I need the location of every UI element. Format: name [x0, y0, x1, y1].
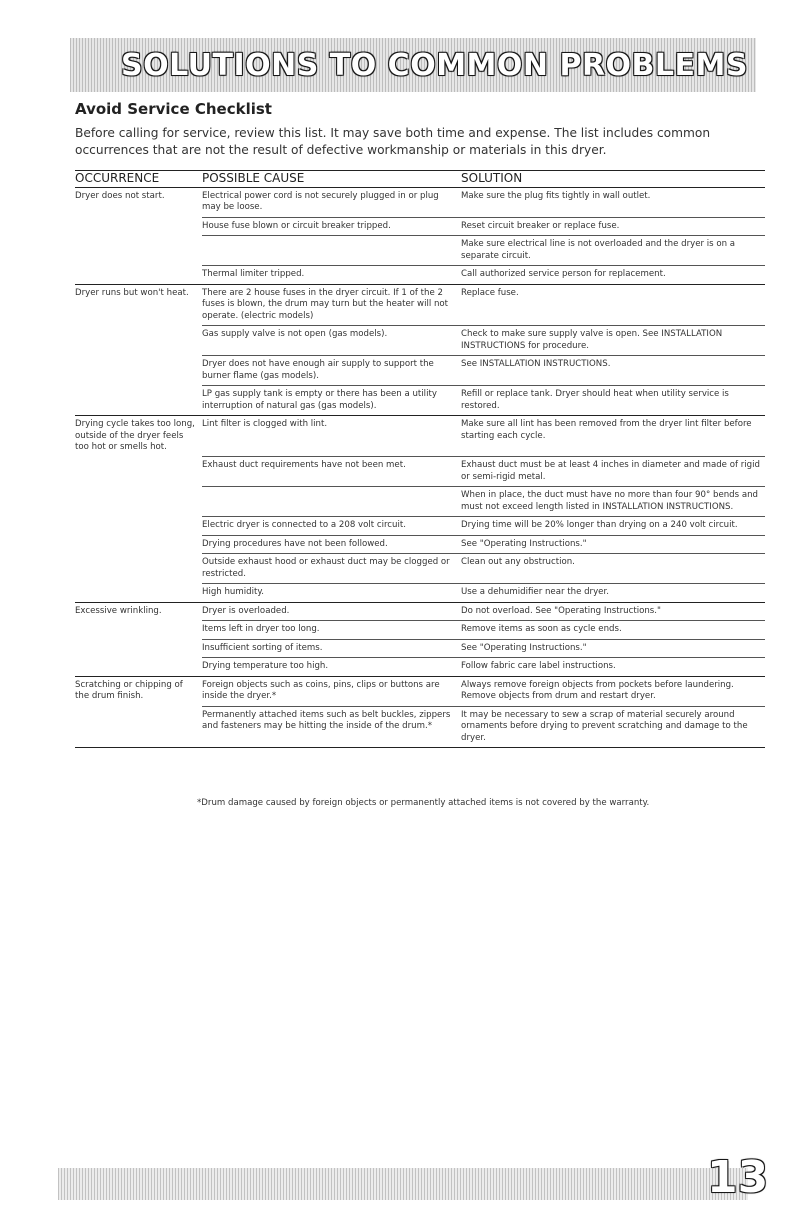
occurrence-cell: [75, 217, 202, 236]
occurrence-cell: [75, 236, 202, 266]
table-row: [75, 236, 765, 266]
occurrence-cell: [75, 535, 202, 554]
cause-cell: High humidity.: [202, 584, 461, 603]
solution-cell: See "Operating Instructions.": [461, 535, 765, 554]
solution-cell: See INSTALLATION INSTRUCTIONS.: [461, 356, 765, 386]
cause-cell: Exhaust duct requirements have not been met.: [202, 457, 461, 487]
cause-cell: Drying procedures have not been followed.: [202, 535, 461, 554]
table-row: [75, 584, 765, 603]
solution-cell: Call authorized service person for replacement.: [461, 266, 765, 285]
occurrence-cell: Dryer does not start.: [75, 190, 165, 201]
troubleshooting-table: [75, 170, 765, 748]
solution-cell: Refill or replace tank. Dryer should heat when utility service is restored.: [461, 386, 765, 416]
occurrence-cell: [75, 658, 202, 677]
occurrence-cell: [75, 386, 202, 416]
solution-cell: Use a dehumidifier near the dryer.: [461, 584, 765, 603]
table-row: [75, 187, 765, 217]
table-row: [75, 284, 765, 326]
title-banner: [70, 38, 756, 92]
occurrence-cell: [75, 487, 202, 517]
table-row: [75, 266, 765, 285]
table-row: [75, 487, 765, 517]
occurrence-cell: Dryer runs but won't heat.: [75, 287, 189, 298]
cause-cell: LP gas supply tank is empty or there has been a utility interruption of natural gas (gas models).: [202, 386, 461, 416]
table-row: [75, 554, 765, 584]
occurrence-cell: [75, 266, 202, 285]
cause-cell: Foreign objects such as coins, pins, clips or buttons are inside the dryer.*: [202, 676, 461, 706]
cause-cell: [202, 236, 461, 266]
occurrence-cell: [75, 356, 202, 386]
table-row: [75, 639, 765, 658]
table-row: [75, 676, 765, 706]
table-row: [75, 602, 765, 621]
solution-cell: Drying time will be 20% longer than drying on a 240 volt circuit.: [461, 517, 765, 536]
cause-cell: Electrical power cord is not securely plugged in or plug may be loose.: [202, 187, 461, 217]
table-header-row: [75, 171, 765, 188]
cause-cell: Permanently attached items such as belt buckles, zippers and fasteners may be hitting the inside of the drum.*: [202, 706, 461, 748]
solution-cell: Clean out any obstruction.: [461, 554, 765, 584]
solution-cell: Reset circuit breaker or replace fuse.: [461, 217, 765, 236]
cause-cell: Dryer does not have enough air supply to support the burner flame (gas models).: [202, 356, 461, 386]
occurrence-cell: [75, 621, 202, 640]
cause-cell: House fuse blown or circuit breaker tripped.: [202, 217, 461, 236]
occurrence-cell: [75, 639, 202, 658]
occurrence-cell: Drying cycle takes too long, outside of the dryer feels too hot or smells hot.: [75, 419, 195, 452]
cause-cell: Insufficient sorting of items.: [202, 639, 461, 658]
occurrence-cell: [75, 584, 202, 603]
table-row: [75, 217, 765, 236]
solution-cell: It may be necessary to sew a scrap of material securely around ornaments before drying to prevent scratching and damage to the dryer.: [461, 706, 765, 748]
table-row: [75, 517, 765, 536]
solution-cell: Follow fabric care label instructions.: [461, 658, 765, 677]
table-row: [75, 386, 765, 416]
solution-cell: Always remove foreign objects from pockets before laundering. Remove objects from drum and restart dryer.: [461, 676, 765, 706]
occurrence-cell: [75, 517, 202, 536]
cause-cell: Dryer is overloaded.: [202, 602, 461, 621]
table-row: [75, 416, 765, 457]
cause-cell: Gas supply valve is not open (gas models).: [202, 326, 461, 356]
cause-cell: [202, 487, 461, 517]
column-header-occurrence: OCCURRENCE: [75, 171, 202, 188]
cause-cell: Thermal limiter tripped.: [202, 266, 461, 285]
solution-cell: See "Operating Instructions.": [461, 639, 765, 658]
page-title: SOLUTIONS TO COMMON PROBLEMS: [120, 47, 748, 83]
cause-cell: Outside exhaust hood or exhaust duct may be clogged or restricted.: [202, 554, 461, 584]
table-row: [75, 658, 765, 677]
section-heading: Avoid Service Checklist: [75, 100, 272, 118]
solution-cell: Make sure electrical line is not overloaded and the dryer is on a separate circuit.: [461, 236, 765, 266]
solution-cell: Do not overload. See "Operating Instructions.": [461, 602, 765, 621]
occurrence-cell: [75, 457, 202, 487]
column-header-solution: SOLUTION: [461, 171, 765, 188]
table-row: [75, 356, 765, 386]
occurrence-cell: Excessive wrinkling.: [75, 605, 162, 616]
solution-cell: Replace fuse.: [461, 284, 765, 326]
cause-cell: Drying temperature too high.: [202, 658, 461, 677]
cause-cell: Items left in dryer too long.: [202, 621, 461, 640]
solution-cell: Remove items as soon as cycle ends.: [461, 621, 765, 640]
solution-cell: Check to make sure supply valve is open. See INSTALLATION INSTRUCTIONS for procedure.: [461, 326, 765, 356]
occurrence-cell: [75, 326, 202, 356]
solution-cell: Exhaust duct must be at least 4 inches in diameter and made of rigid or semi-rigid metal.: [461, 457, 765, 487]
table-row: [75, 621, 765, 640]
solution-cell: Make sure the plug fits tightly in wall outlet.: [461, 187, 765, 217]
table-row: [75, 457, 765, 487]
column-header-possible-cause: POSSIBLE CAUSE: [202, 171, 461, 188]
solution-cell: Make sure all lint has been removed from the dryer lint filter before starting each cycle.: [461, 416, 765, 457]
cause-cell: There are 2 house fuses in the dryer circuit. If 1 of the 2 fuses is blown, the drum may turn but the heater will not operate. (electric models): [202, 284, 461, 326]
occurrence-cell: [75, 706, 202, 748]
solution-cell: When in place, the duct must have no more than four 90° bends and must not exceed length listed in INSTALLATION INSTRUCTIONS.: [461, 487, 765, 517]
intro-paragraph: Before calling for service, review this list. It may save both time and expense. The list includes common occurrences that are not the result of defective workmanship or materials in this dryer.: [75, 126, 711, 157]
footnote: *Drum damage caused by foreign objects or permanently attached items is not covered by the warranty.: [197, 798, 650, 808]
occurrence-cell: Scratching or chipping of the drum finish.: [75, 679, 183, 701]
table-row: [75, 706, 765, 748]
page-number: 13: [707, 1152, 769, 1203]
table-row: [75, 326, 765, 356]
occurrence-cell: [75, 554, 202, 584]
footer-bar: [58, 1168, 748, 1200]
table-row: [75, 535, 765, 554]
cause-cell: Lint filter is clogged with lint.: [202, 416, 461, 457]
cause-cell: Electric dryer is connected to a 208 volt circuit.: [202, 517, 461, 536]
